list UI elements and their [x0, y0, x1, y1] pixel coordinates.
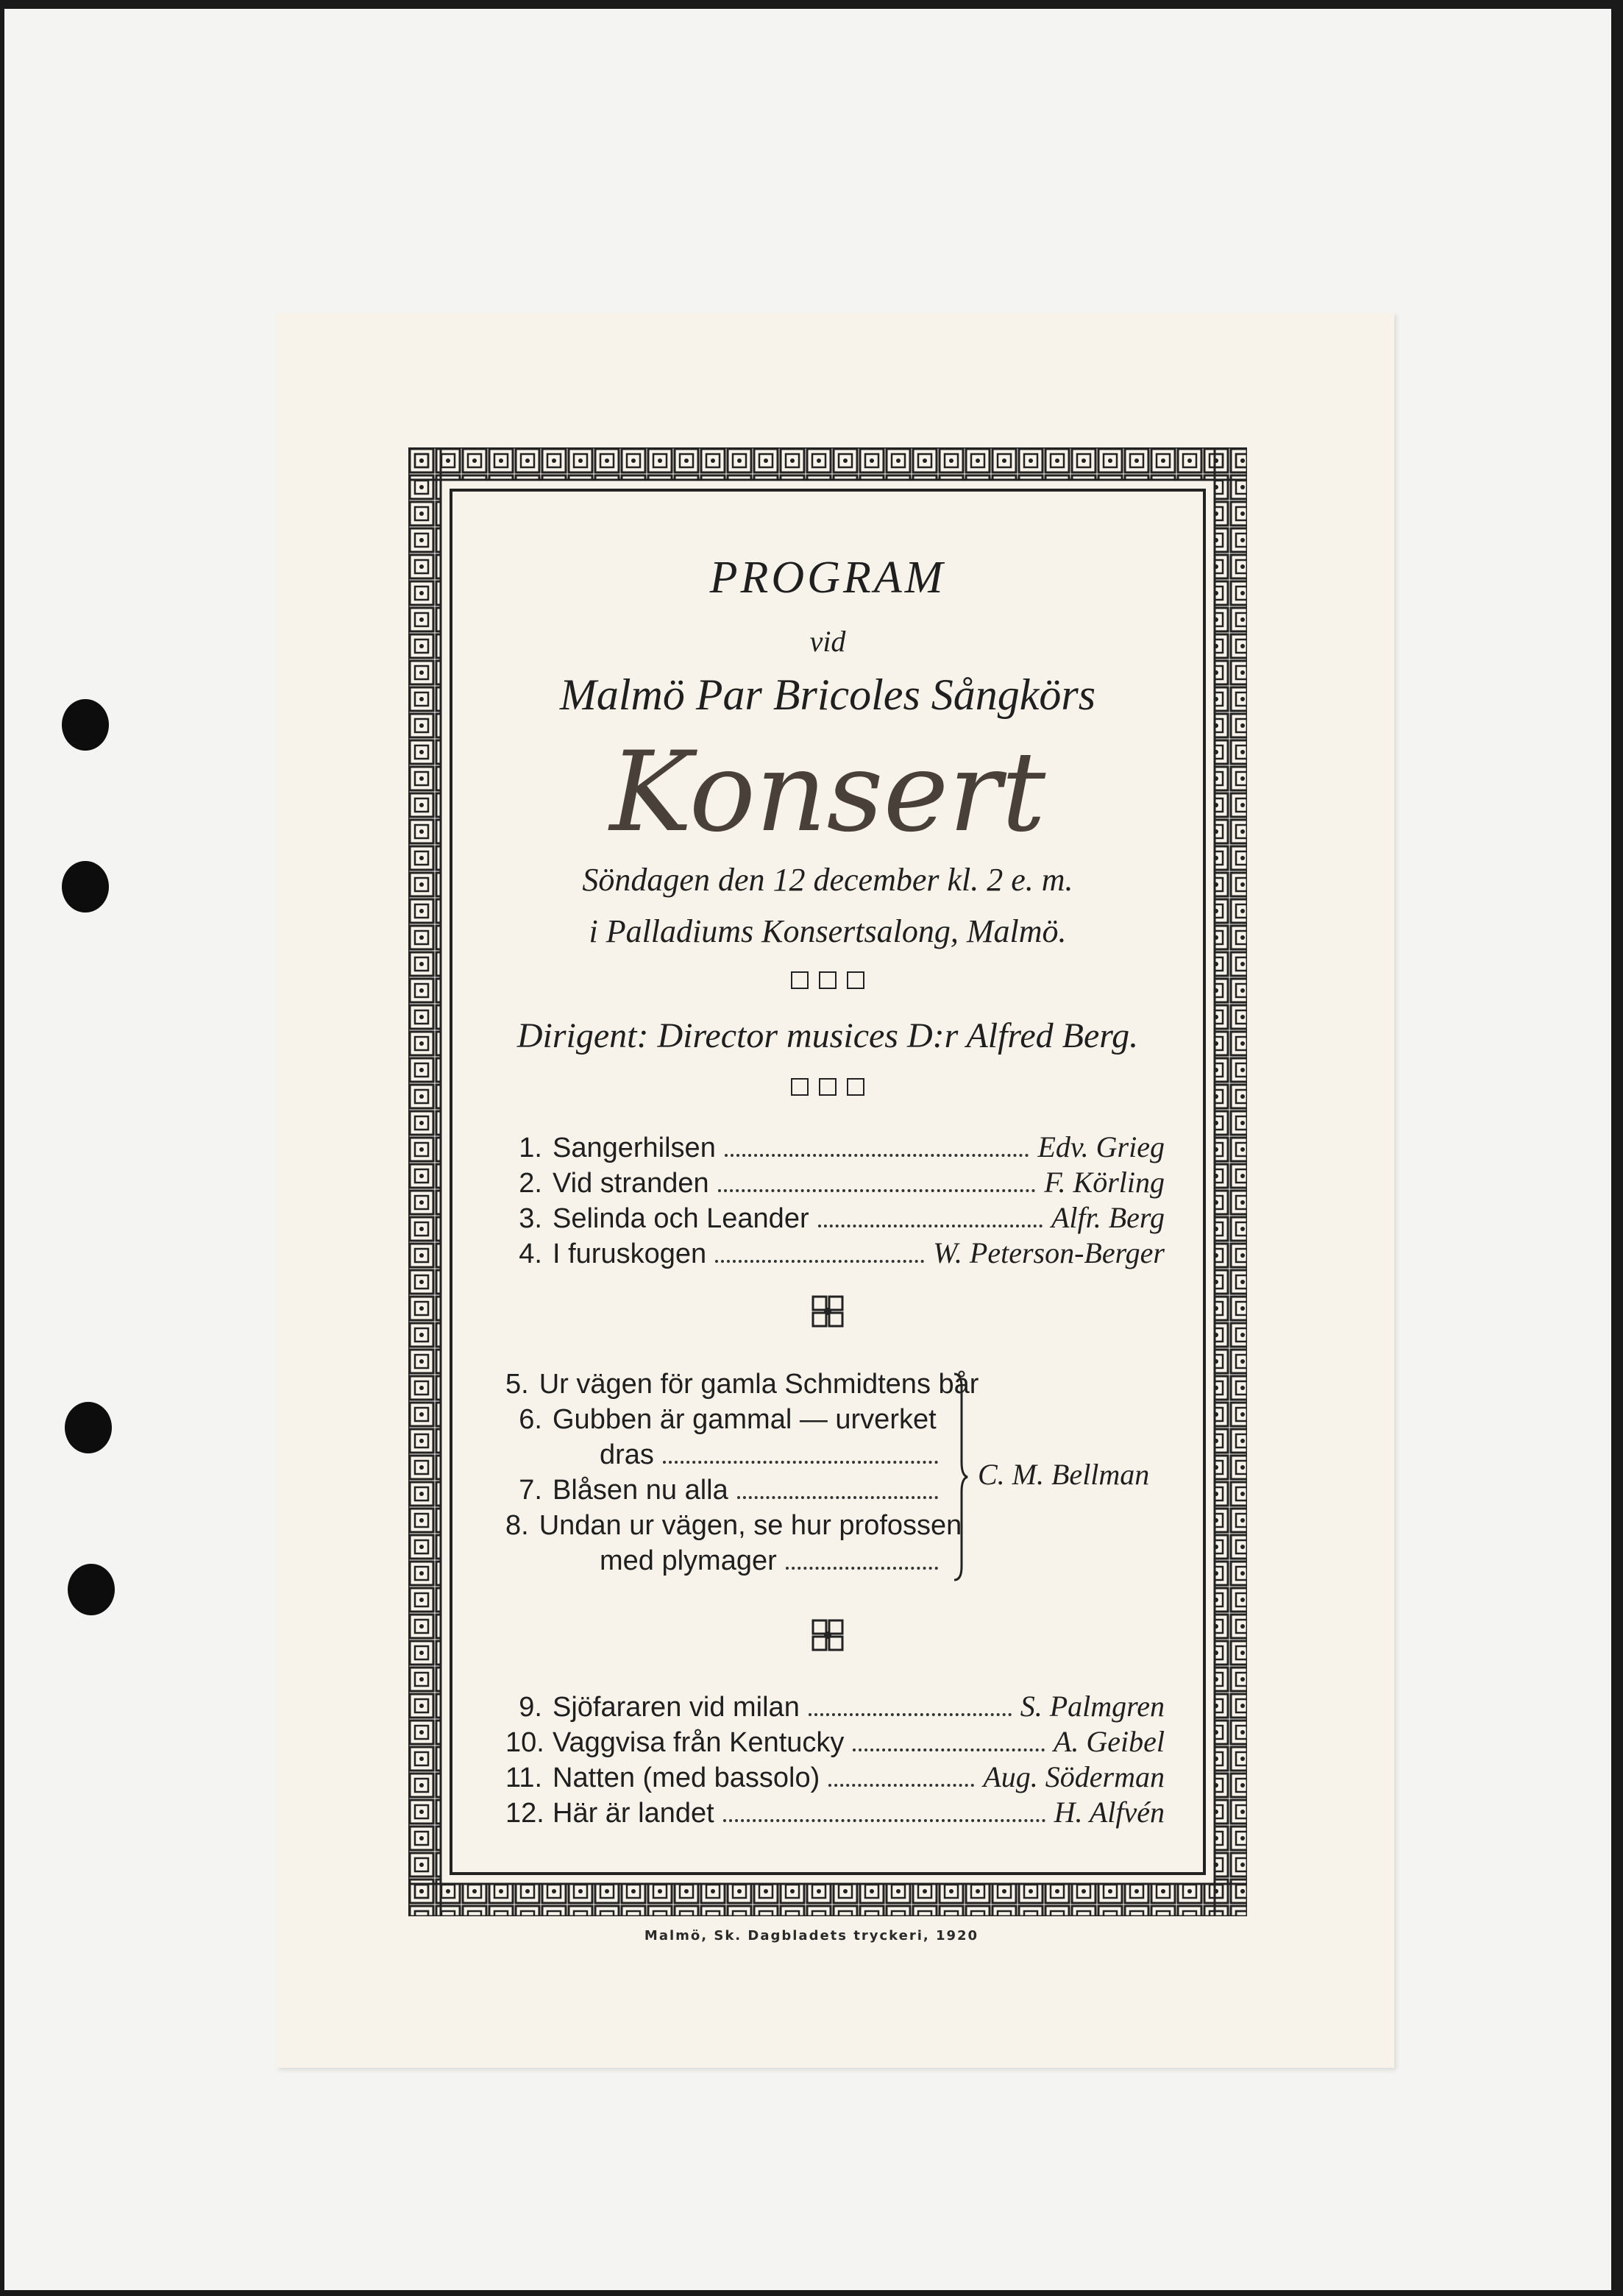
program-item — [505, 1760, 1165, 1795]
program-title: PROGRAM — [709, 553, 946, 603]
program-item — [505, 1795, 1165, 1830]
program-item — [505, 1236, 1165, 1271]
ornament-icon — [812, 1295, 844, 1328]
concert-venue: i Palladiums Konsertsalong, Malmö. — [589, 913, 1067, 949]
ornamental-frame — [408, 447, 1247, 1916]
song-title: I furuskogen — [553, 1239, 707, 1269]
item-number: 3. — [519, 1203, 542, 1234]
song-title: med plymager — [600, 1545, 777, 1576]
program-item — [505, 1130, 1165, 1165]
item-number: 5. — [505, 1369, 529, 1400]
song-title: Selinda och Leander — [553, 1203, 809, 1234]
square-divider — [454, 1078, 1201, 1099]
program-item — [505, 1689, 1165, 1724]
konsert-heading: Konsert — [609, 729, 1046, 857]
composer: C. M. Bellman — [978, 1458, 1150, 1491]
song-title: dras — [600, 1439, 654, 1470]
song-title: Sangerhilsen — [553, 1133, 716, 1163]
conductor: Dirigent: Director musices D:r Alfred Berg. — [516, 1016, 1139, 1055]
song-title: Undan ur vägen, se hur profossen — [539, 1510, 962, 1541]
item-number: 6. — [519, 1404, 542, 1435]
item-number: 12. — [505, 1798, 544, 1829]
item-number: 9. — [519, 1692, 542, 1723]
composer: Edv. Grieg — [1037, 1130, 1165, 1163]
program-vid: vid — [809, 625, 846, 658]
song-title: Här är landet — [553, 1798, 714, 1829]
composer: F. Körling — [1044, 1166, 1165, 1199]
punch-hole — [68, 1564, 115, 1615]
composer: W. Peterson-Berger — [933, 1236, 1165, 1269]
concert-date: Söndagen den 12 december kl. 2 e. m. — [582, 862, 1073, 898]
item-number: 10. — [505, 1727, 544, 1758]
section-1-list — [505, 1130, 1165, 1271]
composer: Alfr. Berg — [1051, 1201, 1165, 1234]
composer: A. Geibel — [1053, 1725, 1165, 1758]
brace-icon — [951, 1372, 969, 1581]
composer: S. Palmgren — [1020, 1690, 1165, 1723]
program-item — [505, 1724, 1165, 1760]
item-number: 1. — [519, 1133, 542, 1163]
song-title: Sjöfararen vid milan — [553, 1692, 800, 1723]
composer: Aug. Söderman — [983, 1760, 1165, 1793]
program-item — [505, 1475, 947, 1510]
program-item — [505, 1404, 947, 1439]
song-title: Ur vägen för gamla Schmidtens bår — [539, 1369, 979, 1400]
punch-hole — [62, 861, 109, 913]
program-content — [454, 493, 1201, 1871]
printer-imprint: Malmö, Sk. Dagbladets tryckeri, 1920 — [644, 1928, 979, 1944]
punch-hole — [62, 699, 109, 751]
punch-hole — [65, 1402, 112, 1453]
program-item — [505, 1200, 1165, 1236]
program-item — [505, 1369, 979, 1404]
item-number: 7. — [519, 1475, 542, 1506]
program-item — [505, 1510, 962, 1545]
program-item-continued — [505, 1439, 947, 1475]
song-title: Blåsen nu alla — [553, 1475, 728, 1506]
composer: H. Alfvén — [1054, 1796, 1165, 1829]
square-divider — [454, 971, 1201, 993]
choir-name: Malmö Par Bricoles Sångkörs — [559, 670, 1096, 719]
item-number: 8. — [505, 1510, 529, 1541]
section-2-list — [505, 1369, 979, 1581]
item-number: 11. — [505, 1762, 543, 1793]
item-number: 4. — [519, 1239, 542, 1269]
song-title: Vaggvisa från Kentucky — [553, 1727, 845, 1758]
ornament-icon — [812, 1619, 844, 1651]
program-item — [505, 1165, 1165, 1200]
song-title: Natten (med bassolo) — [553, 1762, 820, 1793]
song-title: Vid stranden — [553, 1168, 709, 1199]
song-title: Gubben är gammal — urverket — [553, 1404, 937, 1435]
program-item-continued — [505, 1545, 947, 1581]
section-3-list — [505, 1689, 1165, 1830]
item-number: 2. — [519, 1168, 542, 1199]
